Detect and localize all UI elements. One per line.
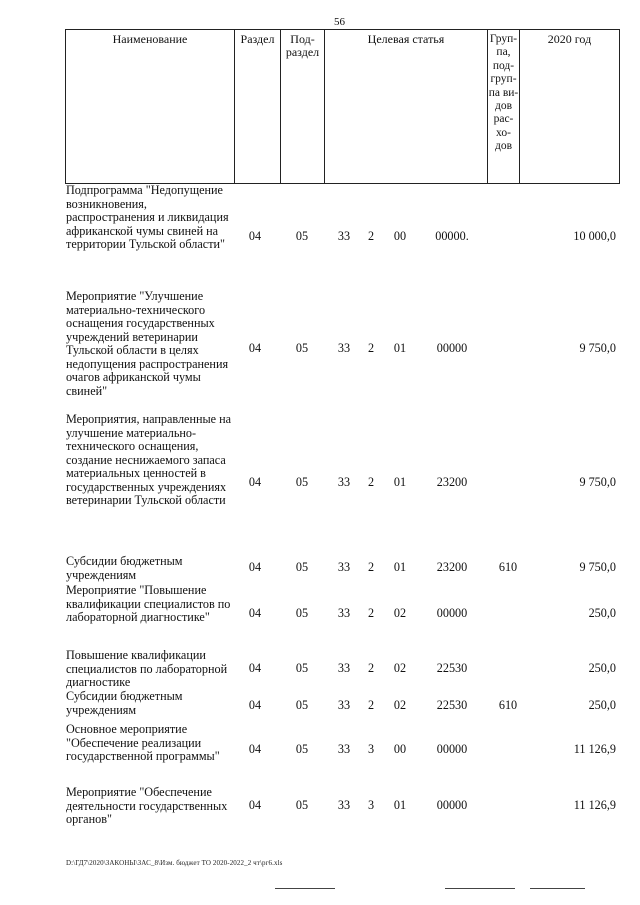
cell-amount-2020: 11 126,9 (573, 742, 616, 756)
cell-main-event-code: 02 (393, 661, 407, 675)
cell-amount-2020: 9 750,0 (579, 341, 616, 355)
cell-subprogram-code: 3 (367, 742, 375, 756)
cell-program-code: 33 (337, 606, 351, 620)
header-name: Наименование (66, 30, 235, 184)
cell-subprogram-code: 2 (367, 606, 375, 620)
cell-podrazdel: 05 (295, 606, 309, 620)
cell-main-event-code: 00 (393, 742, 407, 756)
cell-podrazdel: 05 (295, 798, 309, 812)
cell-direction-code: 00000 (436, 341, 468, 355)
cell-podrazdel: 05 (295, 560, 309, 574)
cell-program-code: 33 (337, 229, 351, 243)
cell-program-code: 33 (337, 560, 351, 574)
cell-name: Основное мероприятие "Обеспечение реализации государственной программы" (66, 722, 220, 763)
header-podrazdel: Под- раздел (281, 30, 325, 184)
cell-name: Субсидии бюджетным учреждениям (66, 554, 183, 582)
cell-razdel: 04 (248, 742, 262, 756)
cell-podrazdel: 05 (295, 661, 309, 675)
cell-amount-2020: 9 750,0 (579, 560, 616, 574)
cell-expense-group: 610 (498, 560, 518, 574)
table-header (65, 29, 620, 184)
cell-razdel: 04 (248, 229, 262, 243)
cell-expense-group: 610 (498, 698, 518, 712)
cell-podrazdel: 05 (295, 698, 309, 712)
footer-rule (445, 888, 515, 889)
cell-name: Субсидии бюджетным учреждениям (66, 689, 183, 717)
cell-amount-2020: 11 126,9 (573, 798, 616, 812)
cell-subprogram-code: 2 (367, 661, 375, 675)
cell-program-code: 33 (337, 742, 351, 756)
cell-subprogram-code: 3 (367, 798, 375, 812)
header-year-2020: 2020 год (520, 30, 620, 184)
cell-subprogram-code: 2 (367, 475, 375, 489)
cell-razdel: 04 (248, 560, 262, 574)
header-razdel: Раздел (235, 30, 281, 184)
cell-amount-2020: 9 750,0 (579, 475, 616, 489)
cell-name: Мероприятие "Обеспечение деятельности государственных органов" (66, 785, 228, 826)
cell-direction-code: 00000 (436, 742, 468, 756)
cell-direction-code: 22530 (436, 661, 468, 675)
cell-main-event-code: 00 (393, 229, 407, 243)
cell-name: Подпрограмма "Недопущение возникновения, распространения и ликвидация африканской чумы свиней на территории Тульской области" (66, 183, 229, 251)
cell-razdel: 04 (248, 606, 262, 620)
cell-name: Мероприятия, направленные на улучшение материально-технического оснащения, создание неснижаемого запаса материальных ценностей в государственных учреждениях ветеринарии Тульской области (66, 412, 232, 507)
cell-podrazdel: 05 (295, 341, 309, 355)
footer-rule (530, 888, 585, 889)
cell-direction-code: 00000. (435, 229, 469, 243)
cell-podrazdel: 05 (295, 475, 309, 489)
cell-amount-2020: 250,0 (588, 698, 616, 712)
cell-main-event-code: 01 (393, 560, 407, 574)
cell-subprogram-code: 2 (367, 229, 375, 243)
cell-subprogram-code: 2 (367, 698, 375, 712)
cell-razdel: 04 (248, 661, 262, 675)
cell-program-code: 33 (337, 798, 351, 812)
cell-podrazdel: 05 (295, 229, 309, 243)
cell-direction-code: 22530 (436, 698, 468, 712)
cell-direction-code: 00000 (436, 798, 468, 812)
cell-subprogram-code: 2 (367, 560, 375, 574)
cell-main-event-code: 01 (393, 798, 407, 812)
header-target-article: Целевая статья (325, 30, 488, 184)
cell-amount-2020: 250,0 (588, 661, 616, 675)
cell-subprogram-code: 2 (367, 341, 375, 355)
cell-program-code: 33 (337, 698, 351, 712)
cell-razdel: 04 (248, 475, 262, 489)
cell-program-code: 33 (337, 661, 351, 675)
cell-razdel: 04 (248, 698, 262, 712)
cell-amount-2020: 250,0 (588, 606, 616, 620)
footer-file-path: D:\ГД7\2020\ЗАКОНЫ\ЗАС_8\Изм. бюджет ТО 2020-2022_2 чт\рг6.xls (66, 859, 283, 867)
cell-podrazdel: 05 (295, 742, 309, 756)
header-expense-group: Груп- па, под- груп- па ви- дов рас- хо- дов (488, 30, 520, 184)
cell-main-event-code: 02 (393, 698, 407, 712)
cell-main-event-code: 01 (393, 475, 407, 489)
cell-direction-code: 23200 (436, 475, 468, 489)
cell-name: Мероприятие "Повышение квалификации специалистов по лабораторной диагностике" (66, 583, 231, 624)
cell-razdel: 04 (248, 798, 262, 812)
cell-program-code: 33 (337, 475, 351, 489)
cell-main-event-code: 02 (393, 606, 407, 620)
cell-name: Повышение квалификации специалистов по лабораторной диагностике (66, 648, 228, 689)
cell-razdel: 04 (248, 341, 262, 355)
cell-direction-code: 00000 (436, 606, 468, 620)
cell-amount-2020: 10 000,0 (573, 229, 616, 243)
cell-name: Мероприятие "Улучшение материально-технического оснащения государственных учреждений ветеринарии Тульской области в целях недопущения распространения очагов африканской чумы свиней" (66, 289, 229, 398)
cell-main-event-code: 01 (393, 341, 407, 355)
footer-rule (275, 888, 335, 889)
cell-direction-code: 23200 (436, 560, 468, 574)
cell-program-code: 33 (337, 341, 351, 355)
page-number: 56 (334, 16, 345, 28)
